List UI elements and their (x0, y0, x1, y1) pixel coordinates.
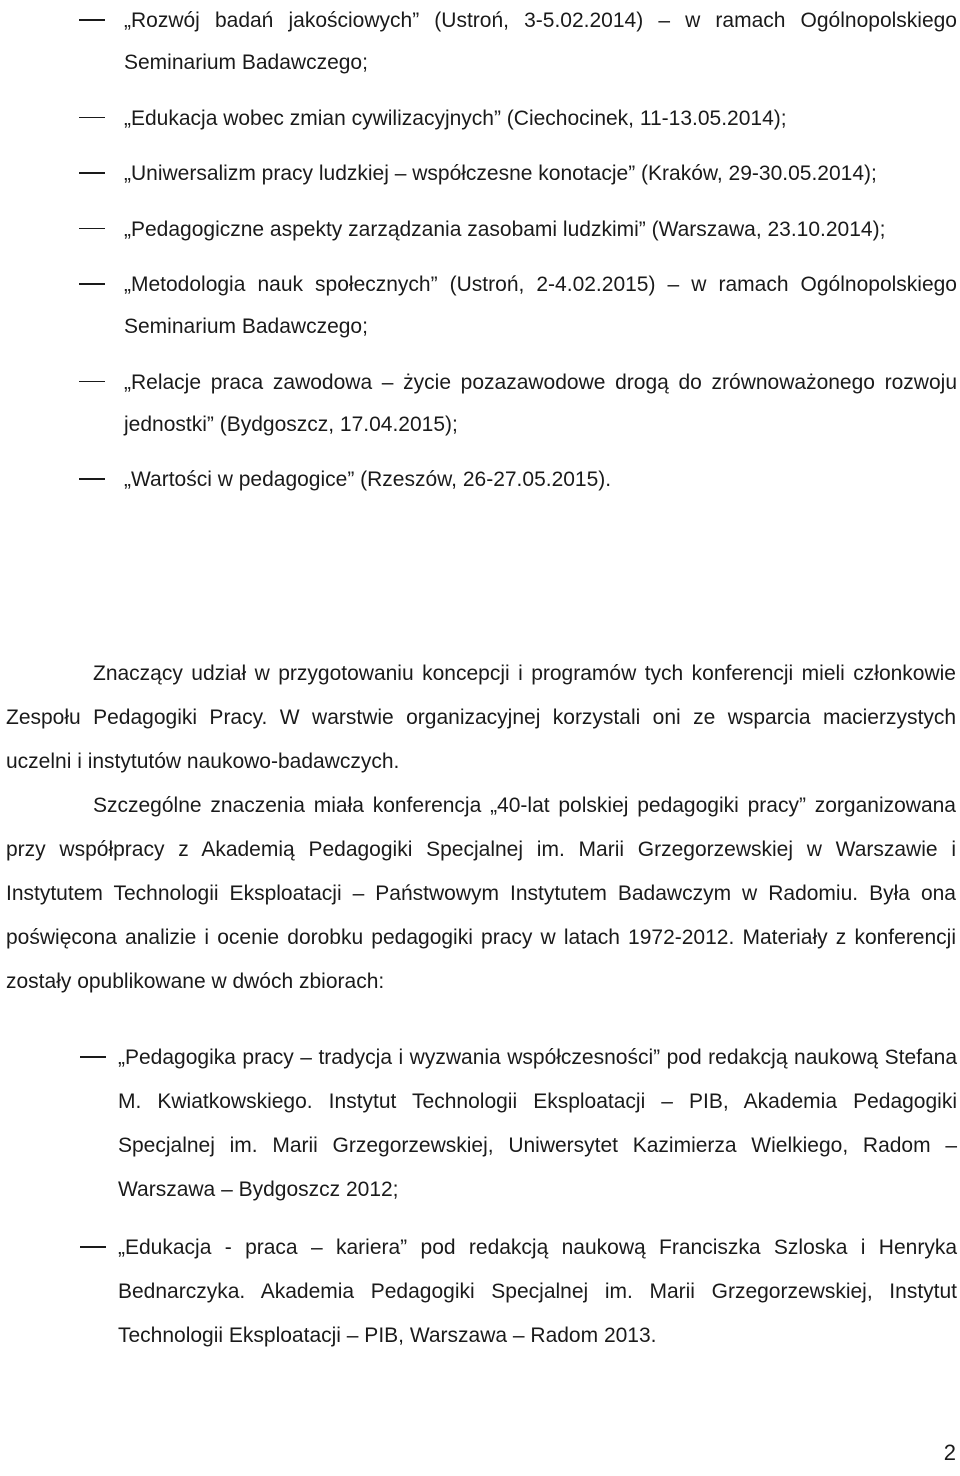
body-text (6, 652, 956, 1004)
list-item-text: „Pedagogiczne aspekty zarządzania zasobami ludzkimi” (Warszawa, 23.10.2014); (124, 217, 886, 241)
dash-bullet (79, 283, 105, 285)
dash-bullet (80, 1246, 106, 1248)
list-item-text: „Edukacja - praca – kariera” pod redakcją naukową Franciszka Szloska i Henryka Bednarczyka. Akademia Pedagogiki Specjalnej im. Marii Grzegorzewskiej, Instytut Technologii Eksploatacji – PIB, Warszawa – Radom 2013. (118, 1236, 957, 1347)
dash-bullet (79, 19, 105, 21)
list-item-text: „Edukacja wobec zmian cywilizacyjnych” (Ciechocinek, 11-13.05.2014); (124, 106, 787, 130)
list-item-text: „Relacje praca zawodowa – życie pozazawodowe drogą do zrównoważonego rozwoju jednostki” (Bydgoszcz, 17.04.2015); (124, 370, 957, 436)
list-item (124, 459, 957, 501)
dash-bullet (80, 1056, 106, 1058)
list-item (124, 362, 957, 446)
conference-list (124, 0, 957, 515)
list-item (124, 98, 957, 140)
paragraph: Szczególne znaczenia miała konferencja „40-lat polskiej pedagogiki pracy” zorganizowana przy współpracy z Akademią Pedagogiki Specjalnej im. Marii Grzegorzewskiej w Warszawie i Instytutem Technologii Eksploatacji – Państwowym Instytutem Badawczym w Radomiu. Była ona poświęcona analizie i ocenie dorobku pedagogiki pracy w latach 1972-2012. Materiały z konferencji zostały opublikowane w dwóch zbiorach: (6, 794, 956, 993)
list-item-text: „Rozwój badań jakościowych” (Ustroń, 3-5.02.2014) – w ramach Ogólnopolskiego Seminarium Badawczego; (124, 9, 957, 74)
publication-list (118, 1036, 957, 1372)
dash-bullet (79, 228, 105, 230)
list-item (118, 1226, 957, 1358)
list-item-text: „Uniwersalizm pracy ludzkiej – współczesne konotacje” (Kraków, 29-30.05.2014); (124, 162, 877, 185)
list-item (124, 153, 957, 195)
page-number: 2 (943, 1440, 956, 1465)
list-item (124, 209, 957, 251)
list-item (118, 1036, 957, 1212)
list-item-text: „Pedagogika pracy – tradycja i wyzwania współczesności” pod redakcją naukową Stefana M. Kwiatkowskiego. Instytut Technologii Eksploatacji – PIB, Akademia Pedagogiki Specjalnej im. Marii Grzegorzewskiej, Uniwersytet Kazimierza Wielkiego, Radom – Warszawa – Bydgoszcz 2012; (118, 1046, 957, 1201)
paragraph: Znaczący udział w przygotowaniu koncepcji i programów tych konferencji mieli członkowie Zespołu Pedagogiki Pracy. W warstwie organizacyjnej korzystali oni ze wsparcia macierzystych uczelni i instytutów naukowo-badawczych. (6, 662, 956, 773)
list-item (124, 0, 957, 84)
dash-bullet (79, 381, 105, 383)
list-item (124, 264, 957, 348)
list-item-text: „Wartości w pedagogice” (Rzeszów, 26-27.05.2015). (124, 468, 612, 491)
dash-bullet (79, 478, 105, 480)
dash-bullet (79, 172, 105, 174)
dash-bullet (79, 117, 105, 119)
list-item-text: „Metodologia nauk społecznych” (Ustroń, 2-4.02.2015) – w ramach Ogólnopolskiego Seminarium Badawczego; (124, 273, 957, 338)
